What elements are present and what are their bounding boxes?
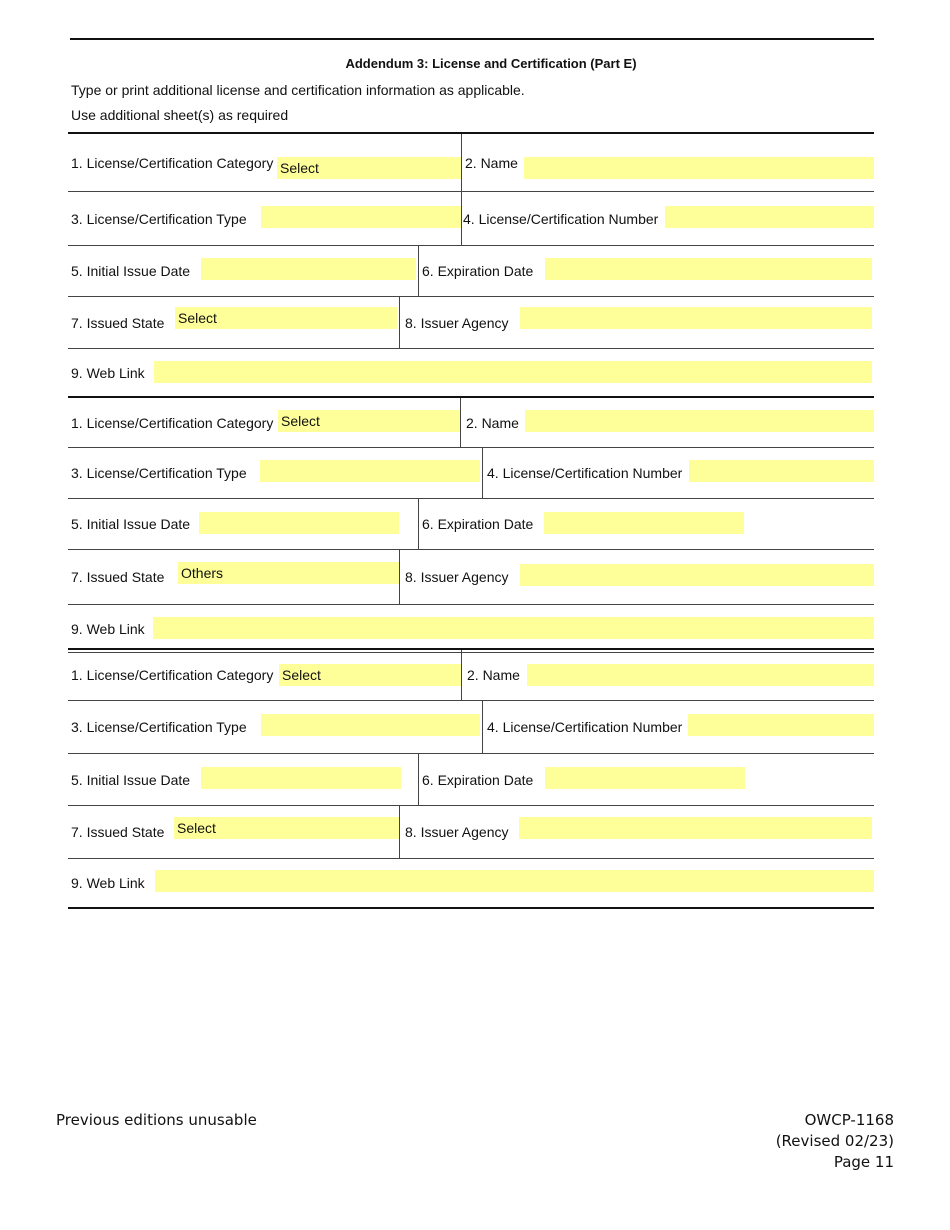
issued-state-select[interactable]: Others [178, 562, 399, 584]
web-link-label: 9. Web Link [71, 620, 145, 637]
issuer-agency-field[interactable] [519, 817, 872, 839]
category-label: 1. License/Certification Category [71, 414, 274, 431]
name-field[interactable] [527, 664, 874, 686]
type-field[interactable] [260, 460, 480, 482]
issued-state-label: 7. Issued State [71, 314, 165, 331]
category-select[interactable]: Select [278, 410, 460, 432]
number-field[interactable] [689, 460, 874, 482]
type-label: 3. License/Certification Type [71, 465, 247, 481]
footer-revised-date: (Revised 02/23) [775, 1132, 894, 1150]
expiration-date-label: 6. Expiration Date [422, 771, 534, 788]
web-link-label: 9. Web Link [71, 875, 145, 891]
issuer-agency-field[interactable] [520, 307, 872, 329]
instruction-text: Type or print additional license and certification information as applicable. [71, 82, 525, 98]
number-field[interactable] [665, 206, 874, 228]
number-field[interactable] [688, 714, 874, 736]
name-label: 2. Name [467, 667, 520, 683]
issuer-agency-label: 8. Issuer Agency [405, 314, 509, 331]
number-label: 4. License/Certification Number [463, 210, 659, 227]
top-rule [70, 38, 874, 40]
issuer-agency-label: 8. Issuer Agency [405, 569, 509, 585]
number-label: 4. License/Certification Number [487, 465, 683, 481]
type-field[interactable] [261, 206, 461, 228]
expiration-date-label: 6. Expiration Date [422, 263, 534, 279]
issuer-agency-field[interactable] [520, 564, 874, 586]
issued-state-label: 7. Issued State [71, 569, 165, 585]
name-label: 2. Name [465, 154, 518, 171]
web-link-label: 9. Web Link [71, 365, 145, 381]
name-field[interactable] [524, 157, 874, 179]
instruction-text-additional: Use additional sheet(s) as required [71, 107, 289, 123]
license-entry-2 [68, 396, 874, 653]
name-label: 2. Name [466, 414, 519, 431]
category-label: 1. License/Certification Category [71, 667, 274, 683]
web-link-field[interactable] [155, 870, 874, 892]
category-select[interactable]: Select [279, 664, 461, 686]
initial-issue-date-label: 5. Initial Issue Date [71, 771, 191, 788]
license-entry-1 [68, 132, 874, 398]
type-label: 3. License/Certification Type [71, 719, 247, 735]
issued-state-label: 7. Issued State [71, 824, 165, 840]
footer-editions-note: Previous editions unusable [56, 1111, 257, 1129]
issued-state-select[interactable]: Select [174, 817, 399, 839]
category-label: 1. License/Certification Category [71, 154, 274, 171]
footer-page-number: Page 11 [833, 1153, 894, 1171]
footer-form-number: OWCP-1168 [804, 1111, 894, 1129]
initial-issue-date-field[interactable] [201, 258, 416, 280]
web-link-field[interactable] [153, 617, 874, 639]
initial-issue-date-label: 5. Initial Issue Date [71, 263, 191, 279]
initial-issue-date-label: 5. Initial Issue Date [71, 516, 191, 532]
initial-issue-date-field[interactable] [199, 512, 399, 534]
type-label: 3. License/Certification Type [71, 210, 247, 227]
initial-issue-date-field[interactable] [201, 767, 401, 789]
issuer-agency-label: 8. Issuer Agency [405, 824, 509, 840]
type-field[interactable] [261, 714, 480, 736]
number-label: 4. License/Certification Number [487, 719, 683, 735]
expiration-date-field[interactable] [544, 512, 744, 534]
issued-state-select[interactable]: Select [175, 307, 397, 329]
page-title: Addendum 3: License and Certification (Part E) [345, 56, 637, 71]
category-select[interactable]: Select [277, 157, 461, 179]
web-link-field[interactable] [154, 361, 872, 383]
expiration-date-field[interactable] [545, 767, 745, 789]
expiration-date-field[interactable] [545, 258, 872, 280]
license-entry-3 [68, 648, 874, 909]
expiration-date-label: 6. Expiration Date [422, 516, 534, 532]
name-field[interactable] [525, 410, 874, 432]
